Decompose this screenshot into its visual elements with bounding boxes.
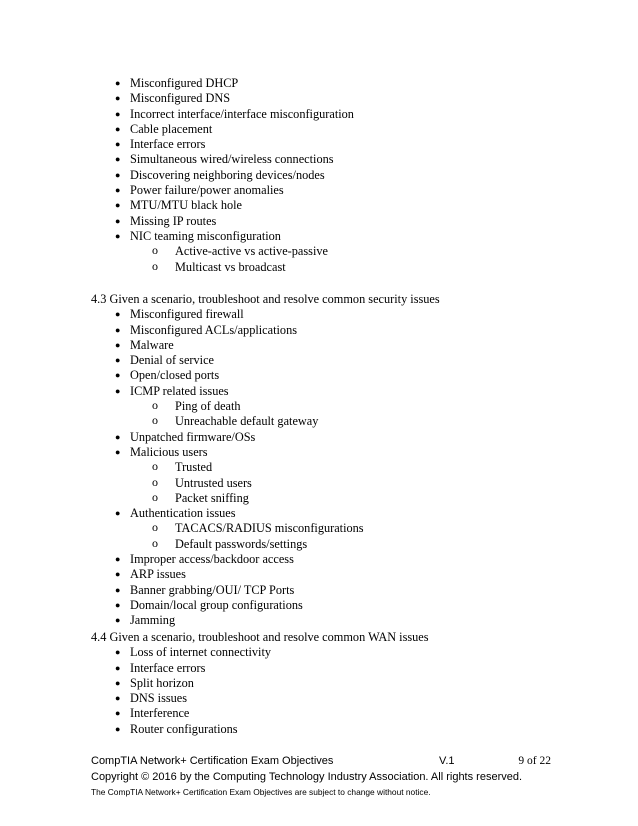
list-item-text: Interface errors: [130, 660, 206, 675]
bullet-icon: ●: [115, 123, 121, 134]
list-item-text: TACACS/RADIUS misconfigurations: [175, 521, 364, 536]
list-item-text: Interference: [130, 706, 190, 721]
hollow-bullet-icon: o: [152, 474, 158, 489]
list-item-text: Open/closed ports: [130, 368, 220, 383]
list-item-text: Domain/local group configurations: [130, 597, 303, 612]
list-item: [104, 338, 440, 353]
list-item-text: Untrusted users: [175, 475, 252, 490]
list-item-text: Simultaneous wired/wireless connections: [130, 152, 334, 167]
hollow-bullet-icon: o: [152, 520, 158, 535]
list-item: [104, 691, 429, 706]
list-item-text: Active-active vs active-passive: [175, 244, 328, 259]
list-item-text: Denial of service: [130, 353, 214, 368]
list-item: [104, 107, 354, 122]
sub-list-item: [104, 491, 440, 506]
sub-list-item: [104, 521, 440, 536]
bullet-icon: ●: [115, 508, 121, 519]
list-item: [104, 430, 440, 445]
list-item: [104, 307, 440, 322]
section-4-3: [91, 292, 440, 629]
list-item: [104, 661, 429, 676]
bullet-icon: ●: [115, 78, 121, 88]
list-item: [104, 583, 440, 598]
list-item-text: DNS issues: [130, 691, 188, 706]
list-item-text: Discovering neighboring devices/nodes: [130, 167, 325, 182]
bullet-icon: ●: [115, 385, 121, 396]
bullet-icon: ●: [115, 370, 121, 381]
list-item-text: Default passwords/settings: [175, 536, 308, 551]
bullet-icon: ●: [115, 185, 121, 196]
list-item-text: Misconfigured firewall: [130, 307, 244, 322]
list-item-text: Unreachable default gateway: [175, 414, 319, 429]
list-item-text: Malware: [130, 337, 174, 352]
list-item-text: Cable placement: [130, 121, 213, 136]
list-item-text: Router configurations: [130, 721, 238, 736]
list-item: [104, 214, 354, 229]
list-item: [104, 506, 440, 521]
list-item: [104, 198, 354, 213]
hollow-bullet-icon: o: [152, 489, 158, 504]
list-item-text: Improper access/backdoor access: [130, 552, 294, 567]
hollow-bullet-icon: o: [152, 459, 158, 474]
bullet-icon: ●: [115, 154, 121, 165]
list-item-text: ARP issues: [130, 567, 186, 582]
bullet-icon: ●: [115, 723, 121, 734]
list-item-text: Misconfigured ACLs/applications: [130, 322, 298, 337]
list-item-text: Interface errors: [130, 137, 206, 152]
list-item: [104, 122, 354, 137]
footer-line: [91, 754, 551, 768]
sub-list-item: [104, 476, 440, 491]
list-item: [104, 137, 354, 152]
bullet-icon: ●: [115, 647, 121, 658]
bullet-icon: ●: [115, 309, 121, 320]
sub-list-item: [104, 460, 440, 475]
list-item-text: Incorrect interface/interface misconfiguration: [130, 106, 354, 121]
footer-title: CompTIA Network+ Certification Exam Objectives: [91, 755, 334, 767]
list-item: [104, 722, 429, 737]
bullet-icon: ●: [115, 169, 121, 180]
bullet-icon: ●: [115, 708, 121, 719]
bullet-icon: ●: [115, 200, 121, 211]
hollow-bullet-icon: o: [152, 258, 158, 273]
list-item: [104, 353, 440, 368]
list-item: [104, 552, 440, 567]
sub-list-item: [104, 244, 354, 259]
hollow-bullet-icon: o: [152, 413, 158, 428]
sub-list-item: [104, 260, 354, 275]
bullet-icon: ●: [115, 693, 121, 704]
bullet-icon: ●: [115, 215, 121, 226]
hollow-bullet-icon: o: [152, 398, 158, 413]
sub-list-item: [104, 399, 440, 414]
list-item: [104, 152, 354, 167]
footer-notice: The CompTIA Network+ Certification Exam Objectives are subject to change without notice.: [91, 787, 431, 797]
list-item: [104, 183, 354, 198]
section-item-list: [104, 307, 440, 628]
bullet-icon: ●: [115, 230, 121, 241]
list-item-text: Split horizon: [130, 675, 194, 690]
bullet-icon: ●: [115, 339, 121, 350]
list-item-text: Power failure/power anomalies: [130, 183, 284, 198]
list-item: [104, 567, 440, 582]
list-item: [104, 229, 354, 244]
footer-version: V.1: [439, 755, 455, 767]
list-item-text: MTU/MTU black hole: [130, 198, 243, 213]
bullet-icon: ●: [115, 569, 121, 580]
list-item: [104, 76, 354, 91]
list-item: [104, 168, 354, 183]
list-item: [104, 676, 429, 691]
list-item-text: Missing IP routes: [130, 213, 217, 228]
list-item: [104, 706, 429, 721]
list-item: [104, 368, 440, 383]
bullet-icon: ●: [115, 615, 121, 626]
list-item: [104, 384, 440, 399]
bullet-icon: ●: [115, 355, 121, 366]
list-item: [104, 613, 440, 628]
list-item-text: Misconfigured DNS: [130, 91, 231, 106]
bullet-icon: ●: [115, 677, 121, 688]
section-item-list: [104, 645, 429, 737]
hollow-bullet-icon: o: [152, 535, 158, 550]
list-item: [104, 323, 440, 338]
list-item-text: Ping of death: [175, 399, 241, 414]
list-item-text: Malicious users: [130, 444, 208, 459]
list-item-text: Multicast vs broadcast: [175, 259, 286, 274]
section-heading: 4.3 Given a scenario, troubleshoot and resolve common security issues: [91, 292, 440, 306]
hollow-bullet-icon: o: [152, 243, 158, 258]
list-item-text: Jamming: [130, 613, 176, 628]
bullet-icon: ●: [115, 108, 121, 119]
list-item: [104, 598, 440, 613]
top-bullet-list: [104, 76, 354, 275]
list-item: [104, 91, 354, 106]
bullet-icon: ●: [115, 599, 121, 610]
bullet-icon: ●: [115, 584, 121, 595]
list-item: [104, 645, 429, 660]
list-item-text: Banner grabbing/OUI/ TCP Ports: [130, 582, 295, 597]
list-item-text: Unpatched firmware/OSs: [130, 429, 256, 444]
footer-copyright: Copyright © 2016 by the Computing Technology Industry Association. All rights reserved.: [91, 771, 523, 783]
bullet-icon: ●: [115, 93, 121, 104]
bullet-icon: ●: [115, 324, 121, 335]
list-item: [104, 445, 440, 460]
list-item-text: Authentication issues: [130, 506, 236, 521]
bullet-icon: ●: [115, 139, 121, 150]
list-item-text: Packet sniffing: [175, 490, 249, 505]
list-item-text: Trusted: [175, 460, 213, 475]
section-heading: 4.4 Given a scenario, troubleshoot and resolve common WAN issues: [91, 630, 429, 644]
bullet-icon: ●: [115, 554, 121, 565]
page-number: 9 of 22: [518, 755, 551, 767]
list-item-text: Loss of internet connectivity: [130, 645, 272, 660]
bullet-icon: ●: [115, 662, 121, 673]
sub-list-item: [104, 414, 440, 429]
sub-list-item: [104, 537, 440, 552]
list-item-text: Misconfigured DHCP: [130, 76, 239, 90]
section-4-4: [91, 630, 429, 737]
list-item-text: ICMP related issues: [130, 383, 229, 398]
list-item-text: NIC teaming misconfiguration: [130, 228, 281, 243]
bullet-icon: ●: [115, 446, 121, 457]
bullet-icon: ●: [115, 431, 121, 442]
